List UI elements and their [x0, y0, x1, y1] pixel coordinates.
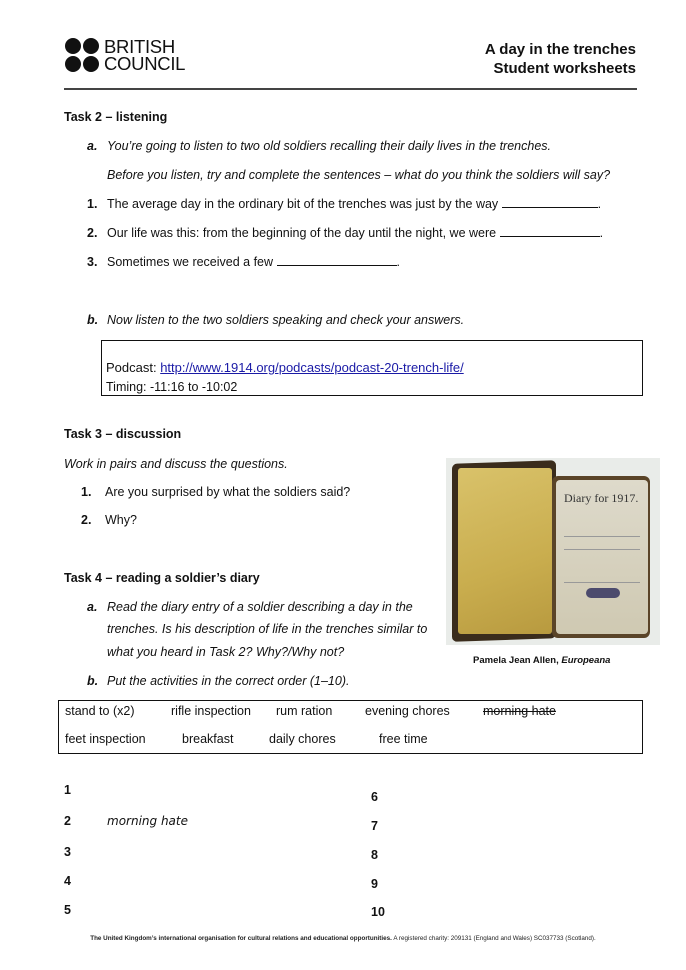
- task2-heading: Task 2 – listening: [64, 110, 168, 124]
- activity: rum ration: [276, 704, 333, 718]
- logo-line1: BRITISH: [104, 36, 175, 57]
- task4-b-text: Put the activities in the correct order (1–10).: [107, 674, 350, 688]
- footer: The United Kingdom’s international organisation for cultural relations and educational opportunities. A registered charity: 209131 (England and Wales) SC037733 (Scotland).: [90, 935, 596, 942]
- activity: stand to (x2): [65, 704, 135, 718]
- task4-heading: Task 4 – reading a soldier’s diary: [64, 571, 260, 585]
- activity: free time: [379, 732, 428, 746]
- podcast-line: Podcast: http://www.1914.org/podcasts/podcast-20-trench-life/: [106, 360, 464, 375]
- order-number: 8: [371, 848, 378, 862]
- diary-photo: [446, 458, 660, 645]
- answer-blank[interactable]: [502, 197, 598, 208]
- task2-b-marker: b.: [87, 313, 99, 327]
- task4-a-text: what you heard in Task 2? Why?/Why not?: [107, 645, 345, 659]
- activity: feet inspection: [65, 732, 146, 746]
- question-2: Why?: [105, 513, 137, 527]
- order-number: 9: [371, 877, 378, 891]
- order-number: 10: [371, 905, 385, 919]
- order-number: 2: [64, 814, 71, 828]
- item-number: 3.: [87, 255, 98, 269]
- order-number: 3: [64, 845, 71, 859]
- sentence-2: Our life was this: from the beginning of the day until the night, we were .: [107, 226, 604, 240]
- logo-line2: COUNCIL: [104, 53, 186, 74]
- item-number: 2.: [81, 513, 92, 527]
- task2-a-text: You’re going to listen to two old soldiers recalling their daily lives in the trenches.: [107, 139, 551, 153]
- header-divider: [64, 88, 637, 90]
- task4-a-marker: a.: [87, 600, 98, 614]
- answer-blank[interactable]: [500, 226, 600, 237]
- task2-a-text2: Before you listen, try and complete the sentences – what do you think the soldiers will say?: [107, 168, 611, 182]
- podcast-timing: Timing: -11:16 to -10:02: [106, 380, 238, 394]
- order-number: 4: [64, 874, 71, 888]
- item-number: 1.: [87, 197, 98, 211]
- activity: evening chores: [365, 704, 450, 718]
- task3-heading: Task 3 – discussion: [64, 427, 182, 441]
- order-number: 1: [64, 783, 71, 797]
- task2-a-marker: a.: [87, 139, 98, 153]
- activity-example-struck: morning hate: [483, 704, 556, 718]
- order-number: 5: [64, 903, 71, 917]
- item-number: 1.: [81, 485, 92, 499]
- task3-intro: Work in pairs and discuss the questions.: [64, 457, 288, 471]
- task2-b-text: Now listen to the two soldiers speaking and check your answers.: [107, 313, 465, 327]
- task4-a-text: trenches. Is his description of life in the trenches similar to: [107, 622, 428, 636]
- answer-blank[interactable]: [277, 255, 397, 266]
- question-1: Are you surprised by what the soldiers said?: [105, 485, 351, 499]
- diary-title: Diary for 1917.: [564, 491, 639, 505]
- document-subtitle: Student worksheets: [493, 60, 636, 77]
- activity: breakfast: [182, 732, 234, 746]
- item-number: 2.: [87, 226, 98, 240]
- podcast-link[interactable]: http://www.1914.org/podcasts/podcast-20-trench-life/: [160, 360, 464, 375]
- sentence-3: Sometimes we received a few .: [107, 255, 401, 269]
- document-title: A day in the trenches: [484, 41, 636, 58]
- logo-dots-icon: [65, 38, 99, 72]
- british-council-logo: [65, 38, 185, 72]
- activity: rifle inspection: [171, 704, 251, 718]
- answer-example: morning hate: [107, 814, 188, 828]
- task4-a-text: Read the diary entry of a soldier describing a day in the: [107, 600, 413, 614]
- order-number: 7: [371, 819, 378, 833]
- sentence-1: The average day in the ordinary bit of the trenches was just by the way .: [107, 197, 602, 211]
- order-number: 6: [371, 790, 378, 804]
- photo-caption: Pamela Jean Allen, Europeana: [473, 655, 611, 666]
- activity: daily chores: [269, 732, 336, 746]
- task4-b-marker: b.: [87, 674, 99, 688]
